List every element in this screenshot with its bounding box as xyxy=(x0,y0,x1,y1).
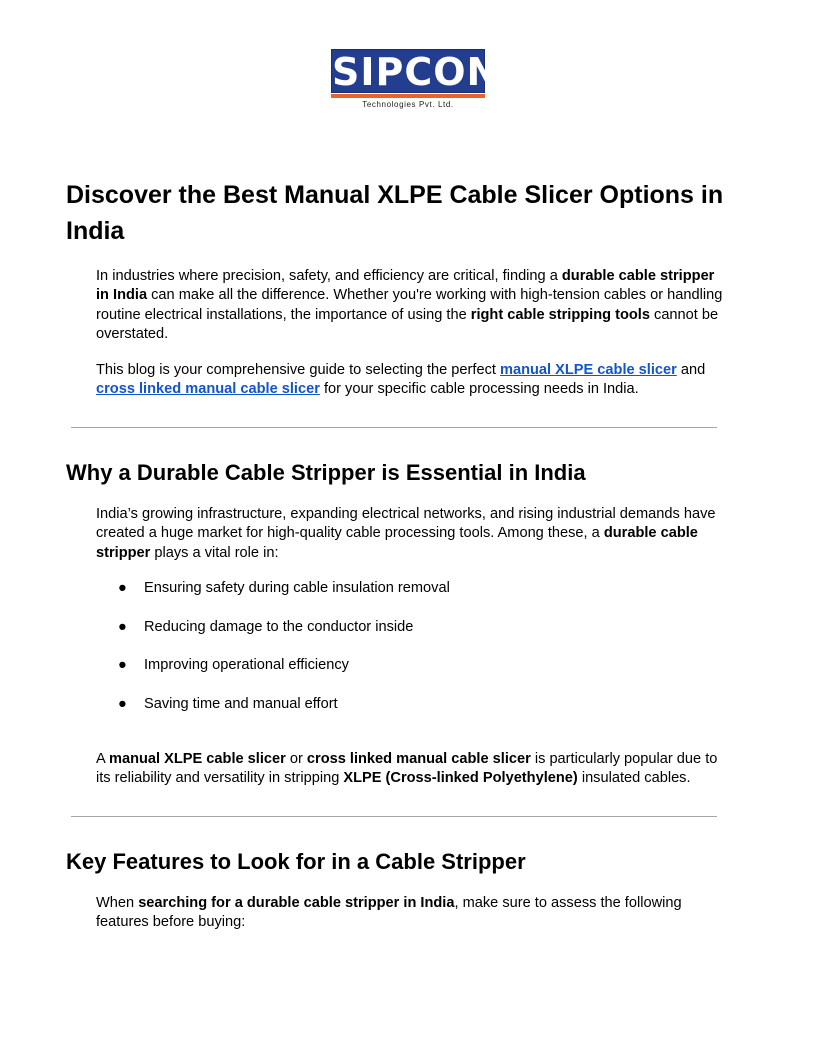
link-cross-linked-manual-cable-slicer[interactable]: cross linked manual cable slicer xyxy=(96,381,320,398)
section1-paragraph-1: India’s growing infrastructure, expanding electrical networks, and rising industrial demands have created a huge market for high-quality cable processing tools. Among these, a durable cable stripper plays a vital role in: xyxy=(96,506,716,561)
intro-paragraph-1: In industries where precision, safety, and efficiency are critical, finding a durable cable stripper in India can make all the difference. Whether you're working with high-tension cables or handling routine electrical installations, the importance of using the right cable stripping tools cannot be overstated. xyxy=(96,268,723,343)
list-item: ● Improving operational efficiency xyxy=(118,657,349,673)
divider xyxy=(71,427,717,428)
logo-accent-bar xyxy=(331,94,485,98)
page-title: Discover the Best Manual XLPE Cable Slicer Options in India xyxy=(66,181,724,245)
section2-paragraph-1: When searching for a durable cable stripper in India, make sure to assess the following features before buying: xyxy=(96,895,682,931)
intro-paragraph-2: This blog is your comprehensive guide to selecting the perfect manual XLPE cable slicer and cross linked manual cable slicer for your specific cable processing needs in India. xyxy=(96,362,706,398)
logo-wordmark: SIPCON xyxy=(332,50,500,94)
sipcon-logo xyxy=(331,49,500,113)
list-item: ● Reducing damage to the conductor inside xyxy=(118,619,414,635)
link-manual-xlpe-cable-slicer[interactable]: manual XLPE cable slicer xyxy=(499,362,677,378)
section1-paragraph-2: A manual XLPE cable slicer or cross linked manual cable slicer is particularly popular due to its reliability and versatility in stripping XLPE (Cross-linked Polyethylene) insulated cables. xyxy=(96,751,718,787)
section-heading-why-durable: Why a Durable Cable Stripper is Essential in India xyxy=(66,460,586,485)
list-item: ● Ensuring safety during cable insulation removal xyxy=(118,580,450,596)
list-item: ● Saving time and manual effort xyxy=(118,696,338,712)
logo-tagline: Technologies Pvt. Ltd. xyxy=(362,100,454,109)
divider xyxy=(71,816,717,817)
section-heading-key-features: Key Features to Look for in a Cable Stripper xyxy=(66,849,526,874)
